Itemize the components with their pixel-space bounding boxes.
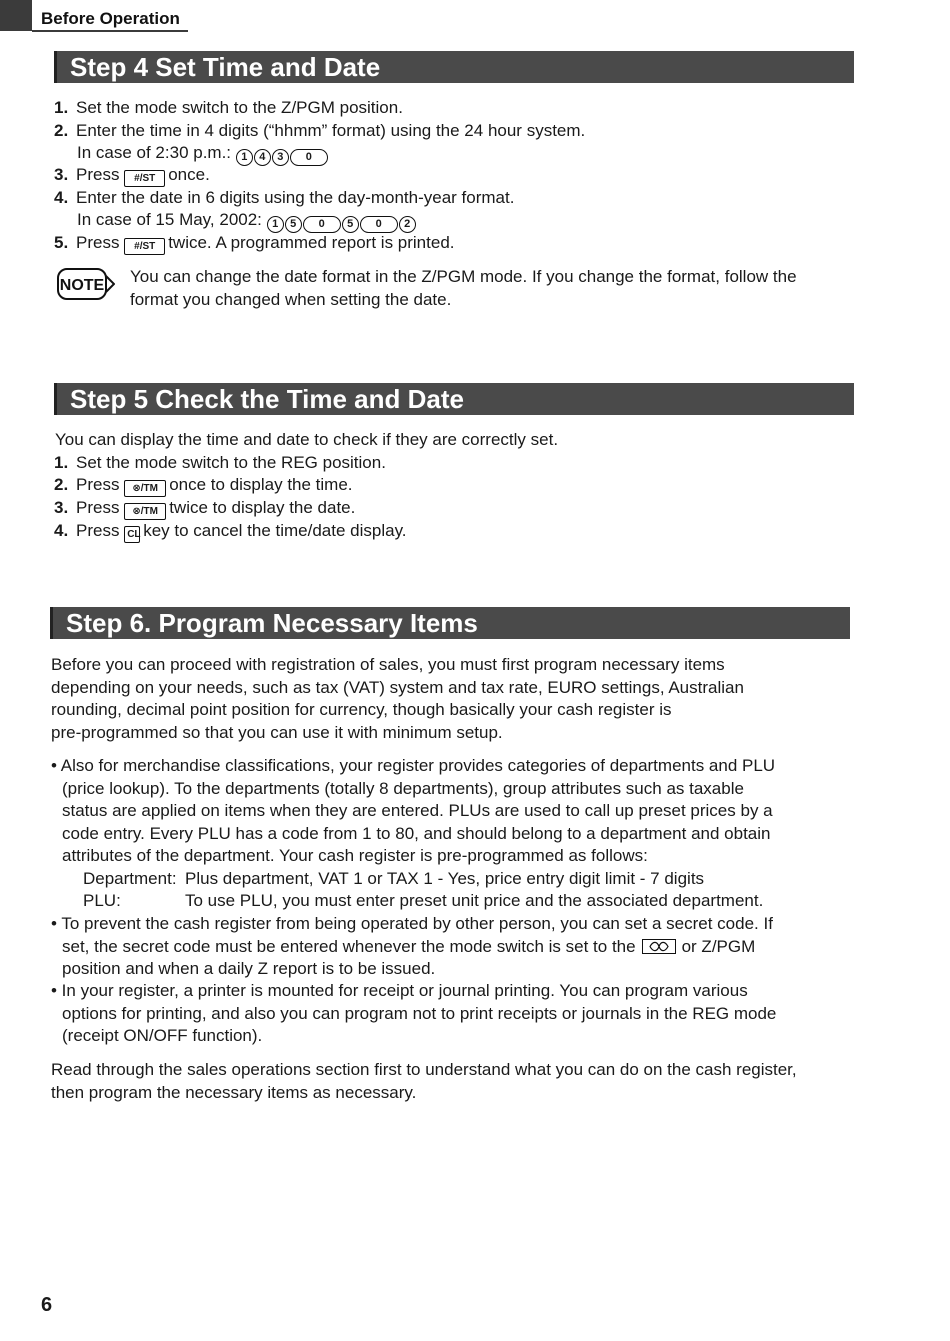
key-0: 0 bbox=[290, 149, 328, 166]
cl-key-icon: CL bbox=[124, 526, 140, 543]
key-5: 5 bbox=[342, 216, 359, 233]
step5-item-2: 2. Press ⊗/TM once to display the time. bbox=[54, 474, 353, 497]
tm-key-icon: ⊗/TM bbox=[124, 480, 166, 497]
step4-item-3: 3. Press #/ST once. bbox=[54, 164, 210, 187]
date-example: In case of 15 May, 2002: 1 5 0 5 0 2 bbox=[77, 209, 417, 233]
step6-heading: Step 6. Program Necessary Items bbox=[50, 607, 850, 639]
plu-preset: PLU: To use PLU, you must enter preset unit price and the associated department. bbox=[83, 891, 764, 910]
step5-heading: Step 5 Check the Time and Date bbox=[54, 383, 854, 415]
step4-item-2: 2. Enter the time in 4 digits (“hhmm” format) using the 24 hour system. bbox=[54, 121, 586, 140]
step6-intro: Before you can proceed with registration of sales, you must first program necessary items depending on your needs, such as tax (VAT) system and tax rate, EURO settings, Australian rounding, decimal point position for currency, though basically your cash register is pre-programmed so that you can use it with minimum setup. bbox=[51, 655, 744, 742]
page-number: 6 bbox=[41, 1294, 53, 1316]
section-tab-rule bbox=[32, 30, 188, 32]
key-4: 4 bbox=[254, 149, 271, 166]
mode-position-icon bbox=[642, 939, 676, 954]
bullet-departments: • Also for merchandise classifications, your register provides categories of departments and PLU (price lookup). To the departments (totally 8 departments), group attributes such as taxable status are applied on items when they are entered. PLUs are used to call up preset prices by a code entry. Every PLU has a code from 1 to 80, and should belong to a department and obtain attributes of the department. Your cash register is pre-programmed as follows: bbox=[51, 756, 776, 865]
key-5: 5 bbox=[285, 216, 302, 233]
key-2: 2 bbox=[399, 216, 416, 233]
tm-key-icon: ⊗/TM bbox=[124, 503, 166, 520]
key-1: 1 bbox=[267, 216, 284, 233]
key-3: 3 bbox=[272, 149, 289, 166]
note-line-1: You can change the date format in the Z/PGM mode. If you change the format, follow the bbox=[130, 267, 797, 286]
step5-intro: You can display the time and date to check if they are correctly set. bbox=[55, 430, 559, 449]
note-icon-text: NOTE bbox=[59, 277, 105, 294]
section-label: Before Operation bbox=[41, 9, 180, 28]
key-0: 0 bbox=[303, 216, 341, 233]
note-line-2: format you changed when setting the date. bbox=[130, 290, 452, 309]
step4-item-1: 1. Set the mode switch to the Z/PGM position. bbox=[54, 98, 403, 117]
note-icon bbox=[57, 268, 115, 300]
step4-item-5: 5. Press #/ST twice. A programmed report is printed. bbox=[54, 232, 455, 255]
time-example: In case of 2:30 p.m.: 1 4 3 0 bbox=[77, 142, 329, 166]
key-0: 0 bbox=[360, 216, 398, 233]
st-key-icon: #/ST bbox=[124, 238, 165, 255]
section-tab-marker bbox=[0, 0, 32, 31]
step4-item-4: 4. Enter the date in 6 digits using the day-month-year format. bbox=[54, 188, 515, 207]
step5-item-4: 4. Press CL key to cancel the time/date display. bbox=[54, 520, 407, 543]
bullet-printer: • In your register, a printer is mounted for receipt or journal printing. You can program various options for printing, and also you can program not to print receipts or journals in the REG mode (receipt ON/OFF function). bbox=[51, 981, 777, 1045]
bullet-secret-code: • To prevent the cash register from being operated by other person, you can set a secret code. If set, the secret code must be entered whenever the mode switch is set to the or Z/PGM position and when a daily Z report is to be issued. bbox=[51, 914, 773, 978]
department-preset: Department: Plus department, VAT 1 or TAX 1 - Yes, price entry digit limit - 7 digits bbox=[83, 869, 705, 888]
step5-item-1: 1. Set the mode switch to the REG position. bbox=[54, 453, 386, 472]
step5-item-3: 3. Press ⊗/TM twice to display the date. bbox=[54, 497, 355, 520]
step4-heading: Step 4 Set Time and Date bbox=[54, 51, 854, 83]
step6-closing: Read through the sales operations section first to understand what you can do on the cash register, then program the necessary items as necessary. bbox=[51, 1060, 797, 1102]
key-1: 1 bbox=[236, 149, 253, 166]
st-key-icon: #/ST bbox=[124, 170, 165, 187]
